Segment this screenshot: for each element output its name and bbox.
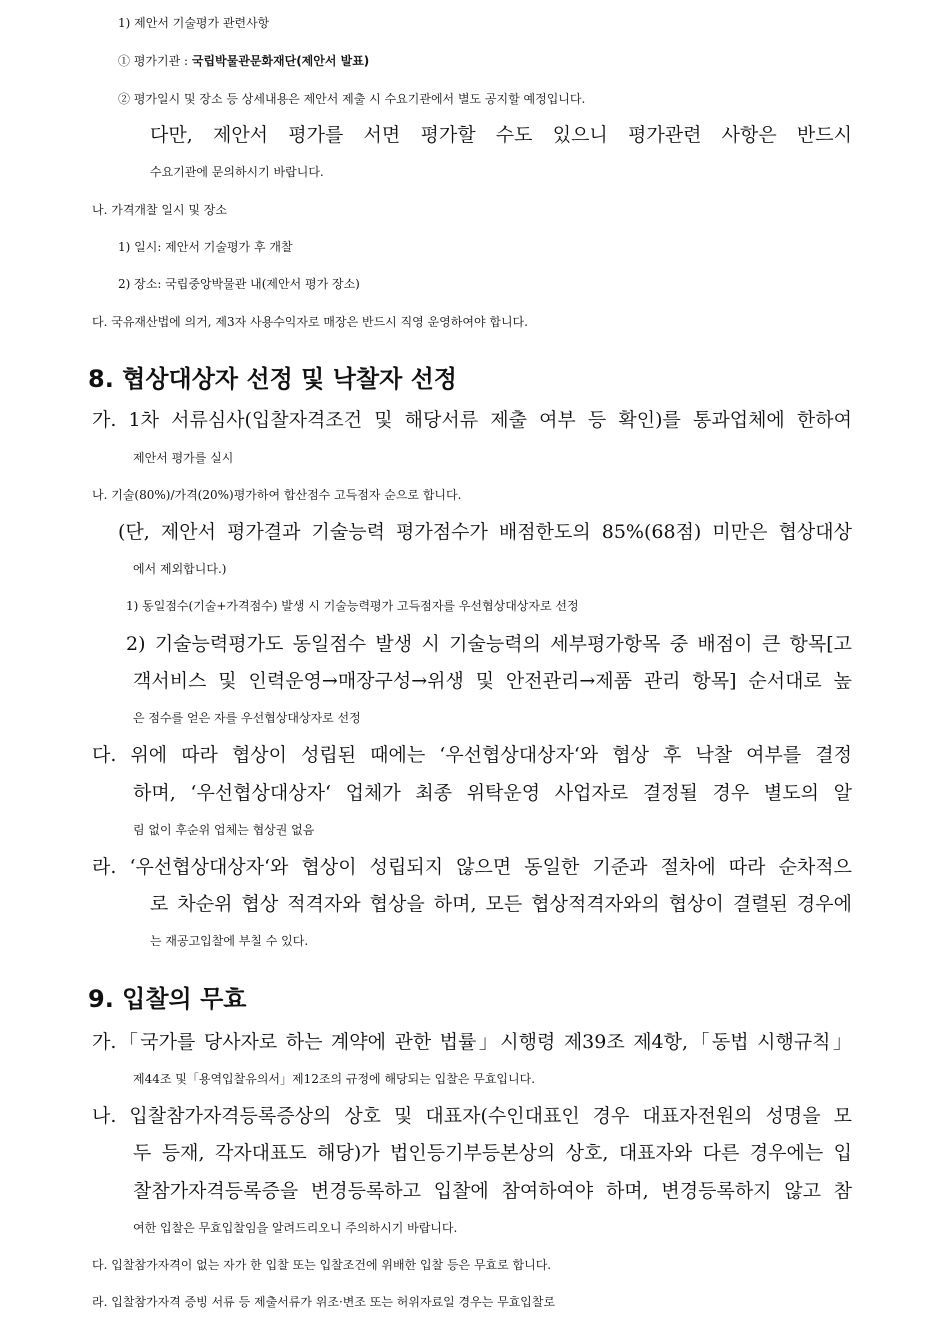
eval-agency-name: 국립박물관문화재단(제안서 발표) — [191, 54, 370, 68]
eval-item-1-2: ② 평가일시 및 장소 등 상세내용은 제안서 제출 시 수요기관에서 별도 공지할 예정입니다. — [118, 92, 586, 106]
eval-item-1-2-cont2: 수요기관에 문의하시기 바랍니다. — [150, 165, 324, 179]
s8-item-ra: 라. ‘우선협상대상자‘와 협상이 성립되지 않으면 동일한 기준과 절차에 따라 순차적으 — [92, 856, 852, 878]
eval-agency-label: ① 평가기관 : — [118, 54, 192, 68]
s8-tie-rule-1: 1) 동일점수(기술+가격점수) 발생 시 기술능력평가 고득점자를 우선협상대상자로 선정 — [126, 599, 579, 613]
s8-item-na-note-cont: 에서 제외합니다.) — [133, 562, 227, 576]
s8-item-ra-cont2: 는 재공고입찰에 부칠 수 있다. — [150, 934, 309, 948]
price-opening-heading: 나. 가격개찰 일시 및 장소 — [92, 203, 227, 217]
s8-item-ga-cont: 제안서 평가를 실시 — [133, 451, 234, 465]
eval-item-1: 1) 제안서 기술평가 관련사항 — [118, 16, 270, 30]
s8-tie-rule-2-cont: 객서비스 및 인력운영→매장구성→위생 및 안전관리→제품 관리 항목] 순서대로 높 — [133, 670, 852, 692]
s8-item-na-note: (단, 제안서 평가결과 기술능력 평가점수가 배점한도의 85%(68점) 미만은 협상대상 — [118, 521, 852, 543]
s8-item-na: 나. 기술(80%)/가격(20%)평가하여 합산점수 고득점자 순으로 합니다. — [92, 488, 462, 502]
s8-tie-rule-2-cont2: 은 점수를 얻은 자를 우선협상대상자로 선정 — [133, 711, 361, 725]
eval-item-1-2-cont: 다만, 제안서 평가를 서면 평가할 수도 있으니 평가관련 사항은 반드시 — [150, 124, 852, 146]
s9-item-na-cont: 두 등재, 각자대표도 해당)가 법인등기부등본상의 상호, 대표자와 다른 경우에는 입 — [133, 1142, 852, 1164]
s9-item-ga: 가.「국가를 당사자로 하는 계약에 관한 법률」시행령 제39조 제4항,「동법 시행규칙」 — [92, 1031, 852, 1053]
s9-item-da: 다. 입찰참가자격이 없는 자가 한 입찰 또는 입찰조건에 위배한 입찰 등은 무효로 합니다. — [92, 1258, 552, 1272]
s8-item-da-cont2: 림 없이 후순위 업체는 협상권 없음 — [133, 823, 315, 837]
section-9-title: 9. 입찰의 무효 — [88, 985, 247, 1013]
s9-item-ra: 라. 입찰참가자격 증빙 서류 등 제출서류가 위조·변조 또는 허위자료일 경우는 무효입찰로 — [92, 1295, 556, 1309]
s9-item-ga-cont: 제44조 및「용역입찰유의서」제12조의 규정에 해당되는 입찰은 무효입니다. — [133, 1072, 536, 1086]
section-8-title: 8. 협상대상자 선정 및 낙찰자 선정 — [88, 365, 457, 393]
s9-item-na-cont2: 찰참가자격등록증을 변경등록하고 입찰에 참여하여야 하며, 변경등록하지 않고 참 — [133, 1180, 852, 1202]
state-property-clause: 다. 국유재산법에 의거, 제3자 사용수익자로 매장은 반드시 직영 운영하여야 합니다. — [92, 315, 528, 329]
s8-item-ra-cont: 로 차순위 협상 적격자와 협상을 하며, 모든 협상적격자와의 협상이 결렬된 경우에 — [150, 893, 852, 915]
s8-item-da: 다. 위에 따라 협상이 성립된 때에는 ‘우선협상대상자‘와 협상 후 낙찰 여부를 결정 — [92, 744, 852, 766]
s9-item-na: 나. 입찰참가자격등록증상의 상호 및 대표자(수인대표인 경우 대표자전원의 성명을 모 — [92, 1105, 852, 1127]
s8-item-da-cont: 하며, ‘우선협상대상자‘ 업체가 최종 위탁운영 사업자로 결정될 경우 별도의 알 — [133, 782, 852, 804]
s8-item-ga: 가. 1차 서류심사(입찰자격조건 및 해당서류 제출 여부 등 확인)를 통과업체에 한하여 — [92, 409, 852, 431]
s9-item-na-cont3: 여한 입찰은 무효입찰임을 알려드리오니 주의하시기 바랍니다. — [133, 1221, 458, 1235]
eval-item-1-1 — [118, 48, 940, 74]
price-opening-date: 1) 일시: 제안서 기술평가 후 개찰 — [118, 240, 293, 254]
price-opening-place: 2) 장소: 국립중앙박물관 내(제안서 평가 장소) — [118, 277, 360, 291]
s8-tie-rule-2: 2) 기술능력평가도 동일점수 발생 시 기술능력의 세부평가항목 중 배점이 큰 항목[고 — [126, 633, 852, 655]
